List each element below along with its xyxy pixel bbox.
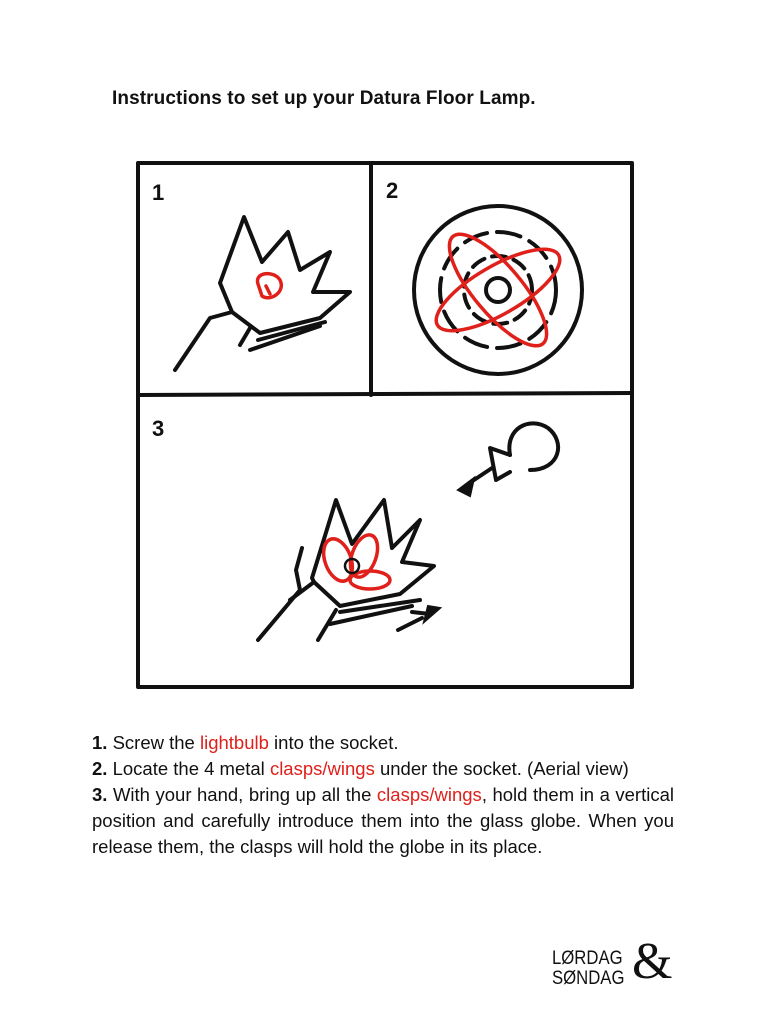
step-1-highlight: lightbulb (199, 732, 269, 753)
logo-ampersand: & (632, 933, 673, 990)
globe-drawing (468, 423, 558, 484)
aerial-socket-drawing (414, 206, 582, 374)
step-3-text-a: With your hand, bring up all the (107, 784, 377, 805)
lightbulb-drawing (257, 274, 281, 298)
step-2-number: 2. (92, 758, 108, 779)
panel-2 (386, 178, 582, 374)
step-2-text-b: under the socket. (Aerial view) (374, 758, 629, 779)
step-2 (92, 756, 674, 782)
brand-logo (552, 933, 682, 996)
panel-1 (152, 180, 350, 370)
clasps-wings-drawing (425, 221, 570, 359)
step-3 (92, 782, 674, 860)
step-1 (92, 730, 674, 756)
panel-3 (152, 416, 558, 640)
logo-line-1: LØRDAG (552, 948, 623, 969)
panel-number-1: 1 (152, 180, 165, 205)
panel-number-2: 2 (386, 178, 399, 203)
logo-line-2: SØNDAG (552, 968, 625, 989)
arrow-up-icon (424, 606, 440, 622)
step-2-highlight: clasps/wings (269, 758, 375, 779)
step-3-text-b: , hold them in a vertical position and carefully introduce them into the glass globe. When you release them, the clasps will hold the globe in its place. (92, 784, 674, 857)
step-2-text-a: Locate the 4 metal (107, 758, 270, 779)
document-title: Instructions to set up your Datura Floor Lamp. (112, 88, 536, 109)
step-1-text-a: Screw the (107, 732, 200, 753)
step-1-text-b: into the socket. (268, 732, 399, 753)
instructions-text (92, 730, 674, 860)
panel-number-3: 3 (152, 416, 165, 441)
panel-frame (138, 163, 632, 687)
step-1-number: 1. (92, 732, 108, 753)
step-3-highlight: clasps/wings (376, 784, 482, 805)
step-3-number: 3. (92, 784, 108, 805)
arrow-down-icon (458, 478, 474, 496)
